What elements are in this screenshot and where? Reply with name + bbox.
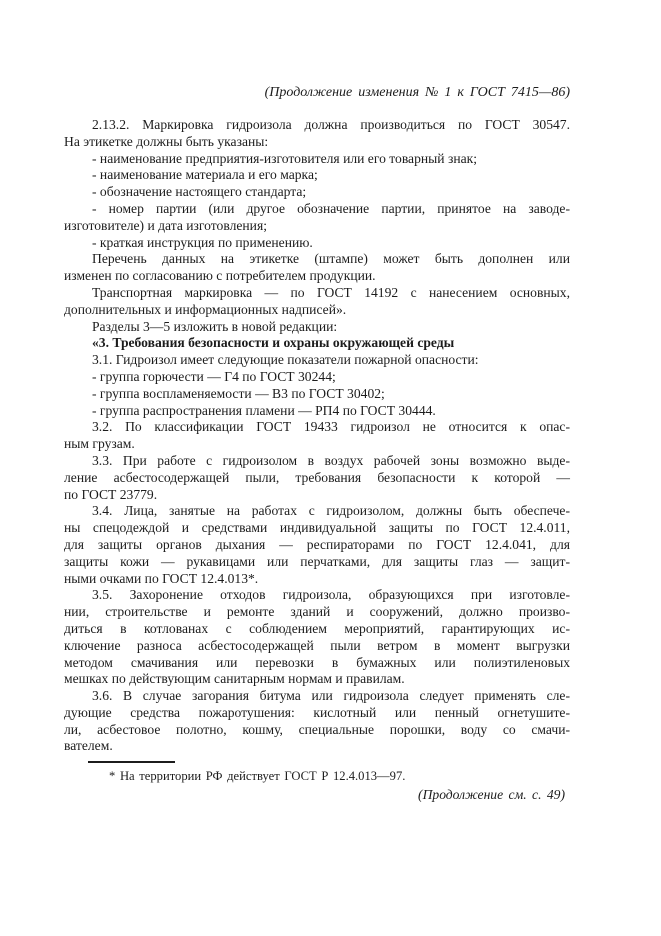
text-line: - группа воспламеняемости — В3 по ГОСТ 30402; [92, 385, 385, 401]
paragraph [64, 251, 570, 285]
text-line: ными очками по ГОСТ 12.4.013*. [64, 570, 259, 586]
paragraph [64, 117, 570, 151]
text-line: защиты кожи — рукавицами или перчатками, для защиты глаз — защит- [64, 553, 570, 569]
paragraph [64, 503, 570, 587]
text-line: для защиты органов дыхания — респираторами по ГОСТ 12.4.041, для [64, 536, 570, 552]
text-line: Транспортная маркировка — по ГОСТ 14192 с нанесением основных, [92, 284, 570, 300]
text-line: ным грузам. [64, 436, 135, 452]
text-line: 3.5. Захоронение отходов гидроизола, образующихся при изготовле- [92, 587, 570, 603]
paragraph [64, 352, 570, 369]
paragraph [64, 369, 570, 386]
text-line: «3. Требования безопасности и охраны окружающей среды [92, 335, 455, 351]
text-line: - наименование предприятия-изготовителя или его товарный знак; [92, 150, 478, 166]
text-line: - группа горючести — Г4 по ГОСТ 30244; [92, 368, 336, 384]
text-line: ление асбестосодержащей пыли, требования безопасности к которой — [64, 469, 570, 485]
text-line: - наименование материала и его марка; [92, 167, 318, 183]
text-line: - группа распространения пламени — РП4 по ГОСТ 30444. [92, 402, 436, 418]
text-line: методом смачивания или перевозки в бумажных или полиэтиленовых [64, 654, 570, 670]
text-line: изготовителе) и дата изготовления; [64, 217, 267, 233]
document-body [64, 117, 570, 755]
footnote-divider [88, 761, 175, 763]
text-line: Перечень данных на этикетке (штампе) может быть дополнен или [92, 251, 570, 267]
text-line: - номер партии (или другое обозначение партии, принятое на заводе- [92, 200, 570, 216]
paragraph [64, 201, 570, 235]
text-line: диться в котлованах с соблюдением мероприятий, гарантирующих ис- [64, 620, 570, 636]
paragraph [64, 319, 570, 336]
text-line: - обозначение настоящего стандарта; [92, 184, 307, 200]
text-line: по ГОСТ 23779. [64, 486, 158, 502]
text-line: На этикетке должны быть указаны: [64, 133, 269, 149]
text-line: нии, строительстве и ремонте зданий и сооружений, должно произво- [64, 604, 570, 620]
text-line: дополнительных и информационных надписей». [64, 301, 347, 317]
paragraph [64, 151, 570, 168]
text-line: 3.4. Лица, занятые на работах с гидроизолом, должны быть обеспече- [92, 503, 570, 519]
paragraph [64, 167, 570, 184]
text-line: 3.3. При работе с гидроизолом в воздух рабочей зоны возможно выде- [92, 452, 570, 468]
paragraph [64, 235, 570, 252]
text-line: мешках по действующим санитарным нормам и правилам. [64, 671, 405, 687]
text-line: 3.1. Гидроизол имеет следующие показатели пожарной опасности: [92, 352, 479, 368]
paragraph [64, 419, 570, 453]
paragraph [64, 184, 570, 201]
text-line: 3.2. По классификации ГОСТ 19433 гидроизол не относится к опас- [92, 419, 570, 435]
section-heading [64, 335, 570, 352]
text-line: ны спецодеждой и средствами индивидуальной защиты по ГОСТ 12.4.011, [64, 520, 570, 536]
text-line: 2.13.2. Маркировка гидроизола должна производиться по ГОСТ 30547. [92, 117, 570, 132]
paragraph [64, 403, 570, 420]
text-line: Разделы 3—5 изложить в новой редакции: [92, 318, 338, 334]
text-line: дующие средства пожаротушения: кислотный или пенный огнетушите- [64, 704, 570, 720]
paragraph [64, 688, 570, 755]
paragraph [64, 453, 570, 503]
page-header-continuation: (Продолжение изменения № 1 к ГОСТ 7415—86) [264, 85, 570, 100]
text-line: ключение разноса асбестосодержащей пыли ветром в момент выгрузки [64, 637, 570, 653]
text-line: вателем. [64, 738, 113, 754]
footnote-text: * На территории РФ действует ГОСТ Р 12.4.013—97. [109, 769, 406, 783]
paragraph [64, 386, 570, 403]
text-line: изменен по согласованию с потребителем продукции. [64, 268, 376, 284]
text-line: ли, асбестовое полотно, кошму, специальные порошки, воду со смачи- [64, 721, 570, 737]
paragraph [64, 587, 570, 688]
text-line: - краткая инструкция по применению. [92, 234, 313, 250]
text-line: 3.6. В случае загорания битума или гидроизола следует применять сле- [92, 688, 570, 704]
continuation-note: (Продолжение см. с. 49) [418, 787, 565, 802]
paragraph [64, 285, 570, 319]
